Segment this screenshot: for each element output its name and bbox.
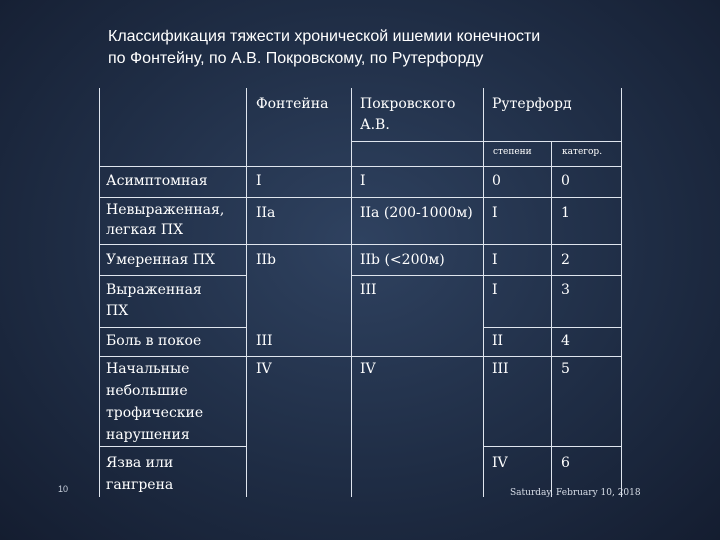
row-category: 6 bbox=[561, 455, 570, 471]
row-name: легкая ПХ bbox=[106, 222, 184, 238]
row-fontaine: IV bbox=[256, 361, 272, 377]
row-pokrovsky: IIb (<200м) bbox=[360, 252, 445, 268]
row-name: ПХ bbox=[106, 303, 129, 319]
row-fontaine: III bbox=[256, 333, 273, 349]
row-fontaine: I bbox=[256, 173, 262, 189]
header-category: категор. bbox=[562, 147, 603, 157]
row-fontaine: IIa bbox=[256, 205, 276, 221]
footer-date: Saturday, February 10, 2018 bbox=[510, 488, 641, 498]
row-fontaine: IIb bbox=[256, 252, 277, 268]
row-name: гангрена bbox=[106, 477, 174, 493]
row-name: нарушения bbox=[106, 427, 190, 443]
row-pokrovsky: III bbox=[360, 282, 377, 298]
title-line-1: Классификация тяжести хронической ишемии конечности bbox=[108, 28, 541, 45]
row-category: 2 bbox=[561, 252, 570, 268]
row-category: 5 bbox=[561, 361, 570, 377]
header-degree: степени bbox=[493, 147, 532, 157]
header-fontaine: Фонтейна bbox=[256, 96, 329, 112]
row-name: Боль в покое bbox=[106, 333, 202, 349]
row-name: трофические bbox=[106, 405, 204, 421]
row-name: Начальные bbox=[106, 361, 190, 377]
row-pokrovsky: IV bbox=[360, 361, 376, 377]
row-degree: IV bbox=[492, 455, 508, 471]
row-name: Асимптомная bbox=[106, 173, 208, 189]
row-degree: I bbox=[492, 205, 498, 221]
row-name: Умеренная ПХ bbox=[106, 252, 216, 268]
row-category: 1 bbox=[561, 205, 570, 221]
row-name: Язва или bbox=[106, 455, 174, 471]
header-rutherford: Рутерфорд bbox=[492, 96, 572, 112]
header-pokrovsky-line2: А.В. bbox=[360, 117, 390, 133]
title-line-2: по Фонтейну, по А.В. Покровскому, по Рутерфорду bbox=[108, 50, 484, 67]
row-name: Невыраженная, bbox=[106, 202, 225, 218]
row-category: 0 bbox=[561, 173, 570, 189]
row-pokrovsky: IIa (200-1000м) bbox=[360, 205, 473, 221]
row-pokrovsky: I bbox=[360, 173, 366, 189]
row-category: 3 bbox=[561, 282, 570, 298]
page-number: 10 bbox=[58, 484, 69, 494]
header-pokrovsky-line1: Покровского bbox=[360, 96, 456, 112]
row-degree: I bbox=[492, 252, 498, 268]
row-name: Выраженная bbox=[106, 282, 202, 298]
row-degree: 0 bbox=[492, 173, 501, 189]
row-category: 4 bbox=[561, 333, 570, 349]
row-degree: III bbox=[492, 361, 509, 377]
row-degree: I bbox=[492, 282, 498, 298]
row-degree: II bbox=[492, 333, 504, 349]
row-name: небольшие bbox=[106, 383, 188, 399]
